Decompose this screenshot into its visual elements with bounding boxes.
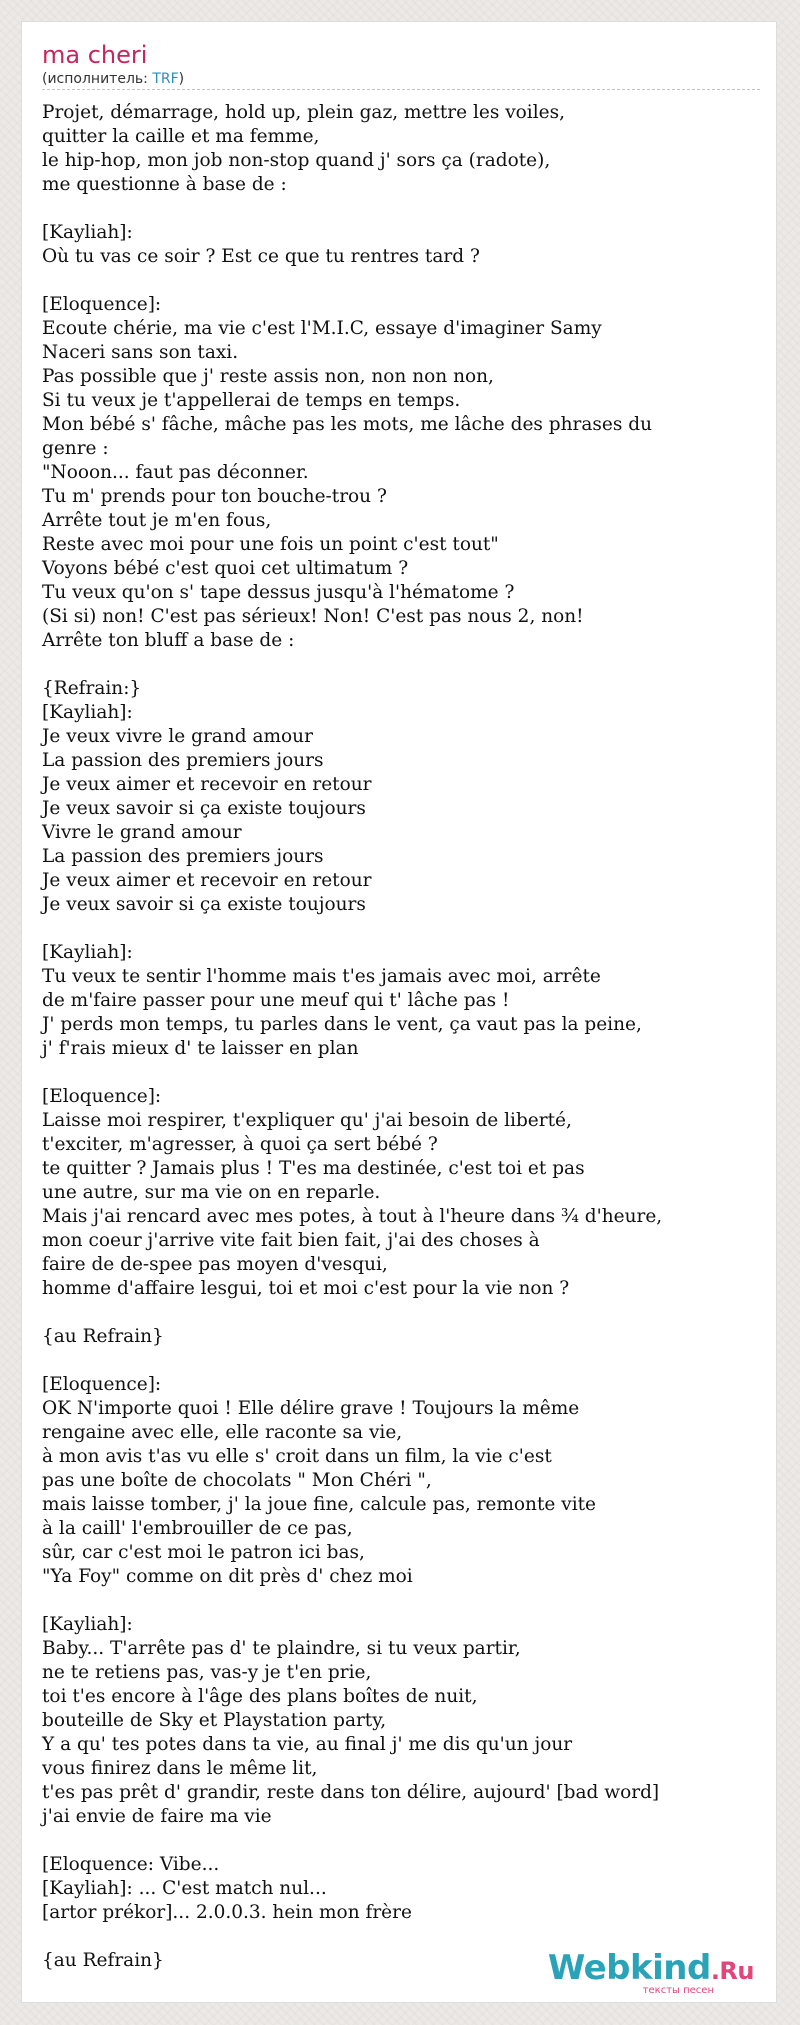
lyrics-line: {Refrain:}: [42, 678, 142, 699]
lyrics-line: {au Refrain}: [42, 1950, 164, 1971]
lyrics-line: Arrête ton bluff a base de :: [42, 630, 295, 651]
lyrics-blank-line: [42, 1829, 760, 1853]
lyrics-line: Ecoute chérie, ma vie c'est l'M.I.C, essaye d'imaginer Samy: [42, 318, 602, 339]
lyrics-line: Je veux savoir si ça existe toujours: [42, 894, 366, 915]
lyrics-line: toi t'es encore à l'âge des plans boîtes de nuit,: [42, 1686, 478, 1707]
lyrics-line: Baby... T'arrête pas d' te plaindre, si tu veux partir,: [42, 1638, 521, 1659]
lyrics-line: Si tu veux je t'appellerai de temps en temps.: [42, 390, 461, 411]
lyrics-line: Mon bébé s' fâche, mâche pas les mots, me lâche des phrases du: [42, 414, 652, 435]
lyrics-line: [Kayliah]:: [42, 702, 133, 723]
lyrics-line: {au Refrain}: [42, 1326, 164, 1347]
lyrics-line: à mon avis t'as vu elle s' croit dans un film, la vie c'est: [42, 1446, 552, 1467]
artist-link[interactable]: TRF: [152, 71, 179, 87]
lyrics-line: Laisse moi respirer, t'expliquer qu' j'ai besoin de liberté,: [42, 1110, 572, 1131]
site-logo[interactable]: [547, 1948, 754, 1996]
lyrics-line: La passion des premiers jours: [42, 846, 324, 867]
lyrics-line: Y a qu' tes potes dans ta vie, au final j' me dis qu'un jour: [42, 1734, 573, 1755]
logo-tagline: тексты песен: [642, 1985, 714, 1996]
lyrics-line: Tu veux te sentir l'homme mais t'es jamais avec moi, arrête: [42, 966, 601, 987]
lyrics-line: rengaine avec elle, elle raconte sa vie,: [42, 1422, 403, 1443]
lyrics-blank-line: [42, 197, 760, 221]
lyrics-line: te quitter ? Jamais plus ! T'es ma destinée, c'est toi et pas: [42, 1158, 585, 1179]
logo-wordmark: [547, 1948, 754, 1988]
lyrics-blank-line: [42, 1925, 760, 1949]
lyrics-line: j'ai envie de faire ma vie: [42, 1806, 272, 1827]
lyrics-line: ne te retiens pas, vas-y je t'en prie,: [42, 1662, 372, 1683]
lyrics-line: mon coeur j'arrive vite fait bien fait, j'ai des choses à: [42, 1230, 540, 1251]
lyrics-line: une autre, sur ma vie on en reparle.: [42, 1182, 381, 1203]
lyrics-line: j' f'rais mieux d' te laisser en plan: [42, 1038, 359, 1059]
lyrics-line: vous finirez dans le même lit,: [42, 1758, 318, 1779]
lyrics-line: (Si si) non! C'est pas sérieux! Non! C'est pas nous 2, non!: [42, 606, 584, 627]
song-title: ma cheri: [42, 41, 148, 69]
lyrics-line: t'exciter, m'agresser, à quoi ça sert bébé ?: [42, 1134, 438, 1155]
lyrics-blank-line: [42, 1061, 760, 1085]
lyrics-blank-line: [42, 1301, 760, 1325]
lyrics-line: Reste avec moi pour une fois un point c'est tout": [42, 534, 499, 555]
artist-line: [42, 70, 760, 90]
logo-tld: .Ru: [710, 1957, 754, 1985]
lyrics-line: [Kayliah]:: [42, 942, 133, 963]
lyrics-line: Je veux vivre le grand amour: [42, 726, 313, 747]
lyrics-line: Je veux savoir si ça existe toujours: [42, 798, 366, 819]
lyrics-line: J' perds mon temps, tu parles dans le vent, ça vaut pas la peine,: [42, 1014, 642, 1035]
lyrics-line: "Ya Foy" comme on dit près d' chez moi: [42, 1566, 413, 1587]
lyrics-line: homme d'affaire lesgui, toi et moi c'est pour la vie non ?: [42, 1278, 570, 1299]
lyrics-line: Voyons bébé c'est quoi cet ultimatum ?: [42, 558, 409, 579]
lyrics-line: [Kayliah]: ... C'est match nul...: [42, 1878, 327, 1899]
lyrics-line: me questionne à base de :: [42, 174, 287, 195]
lyrics-blank-line: [42, 653, 760, 677]
lyrics-blank-line: [42, 917, 760, 941]
lyrics-line: le hip-hop, mon job non-stop quand j' sors ça (radote),: [42, 150, 551, 171]
logo-main-text: Webkind: [547, 1948, 711, 1988]
lyrics-line: pas une boîte de chocolats " Mon Chéri ",: [42, 1470, 432, 1491]
lyrics-line: Pas possible que j' reste assis non, non non non,: [42, 366, 494, 387]
lyrics-line: Mais j'ai rencard avec mes potes, à tout à l'heure dans ¾ d'heure,: [42, 1206, 663, 1227]
lyrics-blank-line: [42, 1349, 760, 1373]
lyrics-line: [Eloquence]:: [42, 1374, 162, 1395]
lyrics-line: sûr, car c'est moi le patron ici bas,: [42, 1542, 365, 1563]
lyrics-line: de m'faire passer pour une meuf qui t' lâche pas !: [42, 990, 510, 1011]
lyrics-text: [42, 101, 760, 1973]
lyrics-line: "Nooon... faut pas déconner.: [42, 462, 309, 483]
lyrics-line: Tu veux qu'on s' tape dessus jusqu'à l'hématome ?: [42, 582, 515, 603]
lyrics-line: [Kayliah]:: [42, 1614, 133, 1635]
lyrics-line: [Eloquence: Vibe...: [42, 1854, 220, 1875]
lyrics-line: quitter la caille et ma femme,: [42, 126, 320, 147]
lyrics-line: Tu m' prends pour ton bouche-trou ?: [42, 486, 387, 507]
lyrics-line: Je veux aimer et recevoir en retour: [42, 774, 372, 795]
lyrics-line: faire de de-spee pas moyen d'vesqui,: [42, 1254, 388, 1275]
lyrics-line: à la caill' l'embrouiller de ce pas,: [42, 1518, 353, 1539]
lyrics-line: Projet, démarrage, hold up, plein gaz, mettre les voiles,: [42, 102, 565, 123]
artist-prefix: (исполнитель:: [42, 71, 153, 87]
lyrics-line: t'es pas prêt d' grandir, reste dans ton délire, aujourd' [bad word]: [42, 1782, 660, 1803]
lyrics-line: mais laisse tomber, j' la joue fine, calcule pas, remonte vite: [42, 1494, 596, 1515]
lyrics-line: Arrête tout je m'en fous,: [42, 510, 272, 531]
lyrics-line: La passion des premiers jours: [42, 750, 324, 771]
lyrics-line: genre :: [42, 438, 109, 459]
lyrics-blank-line: [42, 269, 760, 293]
lyrics-line: [Eloquence]:: [42, 294, 162, 315]
lyrics-line: [Eloquence]:: [42, 1086, 162, 1107]
lyrics-blank-line: [42, 1589, 760, 1613]
lyrics-line: [artor prékor]... 2.0.0.3. hein mon frère: [42, 1902, 412, 1923]
lyrics-line: Naceri sans son taxi.: [42, 342, 239, 363]
lyrics-line: [Kayliah]:: [42, 222, 133, 243]
lyrics-line: OK N'importe quoi ! Elle délire grave ! Toujours la même: [42, 1398, 580, 1419]
lyrics-line: Je veux aimer et recevoir en retour: [42, 870, 372, 891]
lyrics-card: [21, 21, 777, 2003]
lyrics-line: Vivre le grand amour: [42, 822, 242, 843]
lyrics-line: Où tu vas ce soir ? Est ce que tu rentres tard ?: [42, 246, 480, 267]
lyrics-line: bouteille de Sky et Playstation party,: [42, 1710, 387, 1731]
artist-suffix: ): [178, 71, 185, 87]
